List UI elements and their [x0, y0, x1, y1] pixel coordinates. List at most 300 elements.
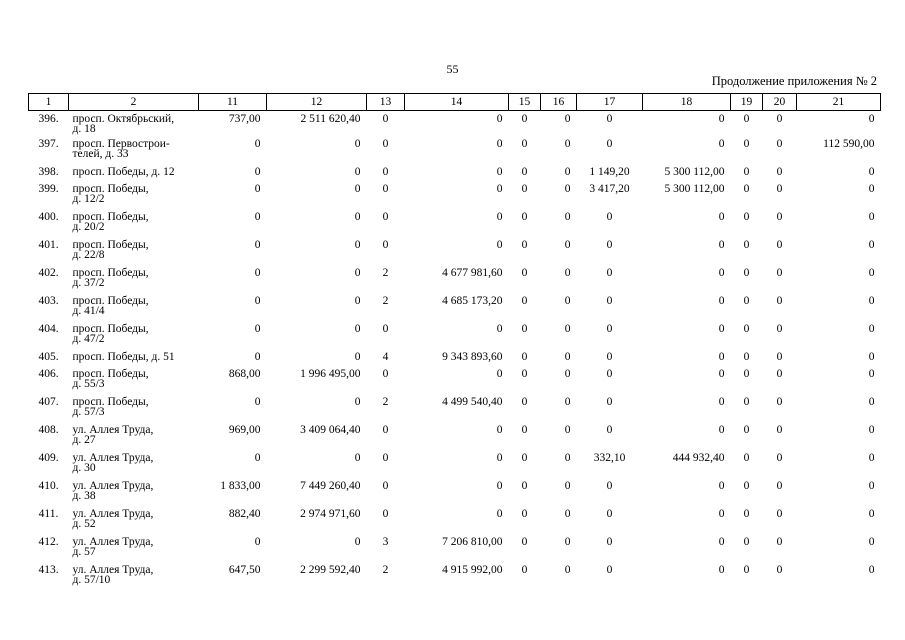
- value-cell: 0: [564, 322, 571, 335]
- row-number: 406.: [38, 367, 59, 380]
- address-cell: [69, 296, 199, 324]
- address-cell: [69, 565, 199, 593]
- value-cell: 0: [718, 395, 725, 408]
- table-row: [29, 111, 881, 139]
- value-cell: 0: [743, 395, 750, 408]
- value-cell: 0: [776, 182, 783, 195]
- value-cell: 0: [254, 322, 261, 335]
- value-cell: 0: [718, 507, 725, 520]
- value-cell: 0: [382, 182, 389, 195]
- address-line: д. 57/3: [72, 405, 105, 418]
- address-line: д. 41/4: [72, 304, 105, 317]
- value-cell: 0: [743, 165, 750, 178]
- value-cell: 0: [718, 294, 725, 307]
- value-cell: 0: [743, 350, 750, 363]
- row-number: 397.: [38, 137, 59, 150]
- value-cell: 0: [776, 165, 783, 178]
- value-cell: 0: [776, 350, 783, 363]
- table-row: [29, 268, 881, 296]
- value-cell: 0: [868, 535, 875, 548]
- value-cell: 0: [776, 294, 783, 307]
- address-cell: [69, 111, 199, 139]
- value-cell: 0: [743, 182, 750, 195]
- value-cell: 0: [718, 535, 725, 548]
- value-cell: 0: [254, 294, 261, 307]
- value-cell: 0: [496, 137, 503, 150]
- value-cell: 0: [354, 137, 361, 150]
- table-row: [29, 212, 881, 240]
- value-cell: 0: [743, 210, 750, 223]
- value-cell: 0: [254, 350, 261, 363]
- row-number: 408.: [38, 423, 59, 436]
- value-cell: 0: [606, 507, 613, 520]
- value-cell: 0: [776, 367, 783, 380]
- appendix-caption: Продолжение приложения № 2: [711, 74, 877, 88]
- value-cell: 0: [564, 182, 571, 195]
- address-line: просп. Победы,: [72, 182, 149, 195]
- address-line: д. 27: [72, 433, 96, 446]
- row-number: 403.: [38, 294, 59, 307]
- value-cell: 0: [606, 294, 613, 307]
- value-cell: 0: [382, 238, 389, 251]
- col-header: 18: [643, 94, 731, 111]
- value-cell: 2 974 971,60: [300, 507, 361, 520]
- value-cell: 0: [776, 423, 783, 436]
- value-cell: 0: [354, 451, 361, 464]
- value-cell: 4 499 540,40: [442, 395, 503, 408]
- value-cell: 0: [496, 165, 503, 178]
- value-cell: 0: [354, 182, 361, 195]
- table-row: [29, 296, 881, 324]
- value-cell: 0: [382, 367, 389, 380]
- value-cell: 0: [868, 451, 875, 464]
- value-cell: 0: [718, 322, 725, 335]
- value-cell: 0: [564, 266, 571, 279]
- value-cell: 5 300 112,00: [664, 165, 725, 178]
- value-cell: 0: [521, 535, 528, 548]
- value-cell: 0: [868, 165, 875, 178]
- value-cell: 0: [868, 238, 875, 251]
- value-cell: 0: [254, 137, 261, 150]
- value-cell: 0: [743, 423, 750, 436]
- value-cell: 0: [868, 563, 875, 576]
- address-line: д. 55/3: [72, 377, 105, 390]
- row-number: 396.: [38, 113, 59, 125]
- value-cell: 0: [354, 210, 361, 223]
- value-cell: 0: [868, 113, 875, 125]
- value-cell: 0: [354, 535, 361, 548]
- value-cell: 0: [354, 395, 361, 408]
- address-line: ул. Аллея Труда,: [72, 423, 154, 436]
- value-cell: 0: [521, 423, 528, 436]
- value-cell: 0: [382, 165, 389, 178]
- value-cell: 0: [868, 350, 875, 363]
- value-cell: 2: [382, 563, 389, 576]
- value-cell: 0: [521, 238, 528, 251]
- value-cell: 882,40: [228, 507, 261, 520]
- address-cell: [69, 352, 199, 369]
- value-cell: 0: [521, 165, 528, 178]
- value-cell: 0: [496, 322, 503, 335]
- col-header: 19: [731, 94, 763, 111]
- value-cell: 0: [868, 395, 875, 408]
- value-cell: 0: [496, 451, 503, 464]
- address-line: телей, д. 33: [72, 147, 129, 160]
- col-header: 21: [797, 94, 881, 111]
- value-cell: 0: [606, 210, 613, 223]
- value-cell: 0: [718, 266, 725, 279]
- value-cell: 0: [564, 165, 571, 178]
- row-number: 410.: [38, 479, 59, 492]
- row-number: 401.: [38, 238, 59, 251]
- row-number: 413.: [38, 563, 59, 576]
- address-line: д. 22/8: [72, 248, 105, 261]
- row-number: 405.: [38, 350, 59, 363]
- address-cell: [69, 184, 199, 212]
- value-cell: 0: [496, 507, 503, 520]
- address-line: просп. Победы,: [72, 266, 149, 279]
- address-line: ул. Аллея Труда,: [72, 479, 154, 492]
- value-cell: 0: [521, 294, 528, 307]
- value-cell: 0: [606, 367, 613, 380]
- address-cell: [69, 537, 199, 565]
- value-cell: 0: [254, 182, 261, 195]
- value-cell: 0: [606, 423, 613, 436]
- value-cell: 7 449 260,40: [300, 479, 361, 492]
- row-number: 402.: [38, 266, 59, 279]
- address-line: просп. Победы,: [72, 238, 149, 251]
- value-cell: 0: [496, 238, 503, 251]
- value-cell: 0: [868, 182, 875, 195]
- value-cell: 0: [718, 423, 725, 436]
- value-cell: 7 206 810,00: [442, 535, 503, 548]
- value-cell: 9 343 893,60: [442, 350, 503, 363]
- col-header: 1: [29, 94, 69, 111]
- value-cell: 0: [776, 210, 783, 223]
- table-row: [29, 369, 881, 397]
- value-cell: 0: [606, 563, 613, 576]
- value-cell: 0: [776, 563, 783, 576]
- value-cell: 0: [606, 535, 613, 548]
- address-line: просп. Победы,: [72, 395, 149, 408]
- value-cell: 3 409 064,40: [300, 423, 361, 436]
- value-cell: 0: [743, 238, 750, 251]
- value-cell: 0: [564, 535, 571, 548]
- value-cell: 0: [354, 350, 361, 363]
- address-line: д. 37/2: [72, 276, 105, 289]
- value-cell: 0: [564, 563, 571, 576]
- value-cell: 0: [606, 395, 613, 408]
- address-cell: [69, 167, 199, 184]
- row-number: 407.: [38, 395, 59, 408]
- value-cell: 0: [254, 266, 261, 279]
- value-cell: 0: [496, 479, 503, 492]
- value-cell: 0: [382, 113, 389, 125]
- table-row: [29, 240, 881, 268]
- value-cell: 0: [606, 113, 613, 125]
- address-line: просп. Победы,: [72, 367, 149, 380]
- address-line: д. 12/2: [72, 192, 105, 205]
- value-cell: 0: [254, 535, 261, 548]
- value-cell: 0: [868, 266, 875, 279]
- value-cell: 0: [521, 350, 528, 363]
- value-cell: 0: [868, 322, 875, 335]
- value-cell: 0: [354, 238, 361, 251]
- table-row: [29, 184, 881, 212]
- value-cell: 0: [718, 210, 725, 223]
- value-cell: 0: [743, 451, 750, 464]
- value-cell: 0: [776, 137, 783, 150]
- value-cell: 0: [564, 137, 571, 150]
- value-cell: 0: [382, 210, 389, 223]
- value-cell: 0: [606, 322, 613, 335]
- page-number: 55: [446, 62, 459, 76]
- address-line: д. 18: [72, 123, 96, 135]
- value-cell: 0: [382, 507, 389, 520]
- address-cell: [69, 481, 199, 509]
- value-cell: 0: [743, 507, 750, 520]
- value-cell: 0: [564, 294, 571, 307]
- value-cell: 0: [868, 479, 875, 492]
- header-row: [29, 94, 881, 111]
- col-header: 12: [267, 94, 367, 111]
- value-cell: 0: [606, 238, 613, 251]
- value-cell: 0: [743, 137, 750, 150]
- col-header: 20: [763, 94, 797, 111]
- value-cell: 0: [254, 238, 261, 251]
- table-row: [29, 481, 881, 509]
- value-cell: 0: [718, 113, 725, 125]
- address-cell: [69, 453, 199, 481]
- table-row: [29, 565, 881, 593]
- value-cell: 0: [718, 479, 725, 492]
- value-cell: 0: [496, 210, 503, 223]
- value-cell: 0: [521, 210, 528, 223]
- value-cell: 0: [354, 266, 361, 279]
- value-cell: 3: [382, 535, 389, 548]
- value-cell: 0: [743, 479, 750, 492]
- value-cell: 0: [521, 395, 528, 408]
- row-number: 411.: [38, 507, 59, 520]
- value-cell: 0: [564, 507, 571, 520]
- table-row: [29, 352, 881, 369]
- address-line: ул. Аллея Труда,: [72, 507, 154, 520]
- value-cell: 2 299 592,40: [300, 563, 361, 576]
- address-line: просп. Победы, д. 12: [72, 165, 175, 178]
- value-cell: 0: [868, 210, 875, 223]
- value-cell: 1 833,00: [220, 479, 261, 492]
- value-cell: 0: [521, 451, 528, 464]
- value-cell: 112 590,00: [823, 137, 875, 150]
- value-cell: 0: [606, 350, 613, 363]
- address-line: просп. Октябрьский,: [72, 113, 175, 125]
- value-cell: 5 300 112,00: [664, 182, 725, 195]
- table-row: [29, 509, 881, 537]
- table-row: [29, 425, 881, 453]
- address-cell: [69, 369, 199, 397]
- value-cell: 0: [382, 322, 389, 335]
- row-number: 398.: [38, 165, 59, 178]
- table-row: [29, 139, 881, 167]
- value-cell: 0: [564, 350, 571, 363]
- address-cell: [69, 212, 199, 240]
- value-cell: 0: [718, 350, 725, 363]
- col-header: 13: [367, 94, 405, 111]
- value-cell: 0: [521, 507, 528, 520]
- value-cell: 0: [868, 367, 875, 380]
- value-cell: 332,10: [593, 451, 626, 464]
- row-number: 409.: [38, 451, 59, 464]
- value-cell: 0: [521, 182, 528, 195]
- value-cell: 1 996 495,00: [300, 367, 361, 380]
- value-cell: 0: [564, 395, 571, 408]
- value-cell: 0: [354, 294, 361, 307]
- value-cell: 0: [718, 137, 725, 150]
- value-cell: 3 417,20: [589, 182, 630, 195]
- value-cell: 4 915 992,00: [442, 563, 503, 576]
- value-cell: 0: [564, 451, 571, 464]
- value-cell: 0: [776, 113, 783, 125]
- data-table: [28, 93, 881, 593]
- value-cell: 0: [868, 294, 875, 307]
- value-cell: 4 677 981,60: [442, 266, 503, 279]
- value-cell: 0: [521, 367, 528, 380]
- value-cell: 0: [743, 322, 750, 335]
- table-row: [29, 453, 881, 481]
- value-cell: 0: [521, 113, 528, 125]
- value-cell: 647,50: [228, 563, 261, 576]
- row-number: 400.: [38, 210, 59, 223]
- col-header: 14: [405, 94, 509, 111]
- value-cell: 0: [521, 137, 528, 150]
- address-cell: [69, 139, 199, 167]
- address-cell: [69, 324, 199, 352]
- value-cell: 0: [776, 322, 783, 335]
- col-header: 11: [199, 94, 267, 111]
- address-line: просп. Победы,: [72, 322, 149, 335]
- table-row: [29, 167, 881, 184]
- table-body: [29, 111, 881, 593]
- value-cell: 0: [718, 563, 725, 576]
- address-line: д. 52: [72, 517, 96, 530]
- value-cell: 4: [382, 350, 389, 363]
- value-cell: 0: [776, 238, 783, 251]
- address-line: просп. Победы, д. 51: [72, 350, 175, 363]
- value-cell: 0: [776, 451, 783, 464]
- table-row: [29, 537, 881, 565]
- address-line: ул. Аллея Труда,: [72, 563, 154, 576]
- address-cell: [69, 268, 199, 296]
- col-header: 2: [69, 94, 199, 111]
- address-line: просп. Первострои-: [72, 137, 170, 150]
- address-line: ул. Аллея Труда,: [72, 451, 154, 464]
- address-cell: [69, 240, 199, 268]
- row-number: 412.: [38, 535, 59, 548]
- value-cell: 868,00: [228, 367, 261, 380]
- value-cell: 0: [254, 451, 261, 464]
- value-cell: 0: [743, 563, 750, 576]
- value-cell: 0: [254, 165, 261, 178]
- address-line: просп. Победы,: [72, 210, 149, 223]
- address-line: просп. Победы,: [72, 294, 149, 307]
- col-header: 15: [509, 94, 541, 111]
- value-cell: 0: [496, 182, 503, 195]
- value-cell: 0: [354, 322, 361, 335]
- value-cell: 0: [254, 395, 261, 408]
- value-cell: 1 149,20: [589, 165, 630, 178]
- value-cell: 0: [496, 367, 503, 380]
- value-cell: 0: [606, 479, 613, 492]
- col-header: 17: [577, 94, 643, 111]
- value-cell: 0: [718, 367, 725, 380]
- value-cell: 0: [564, 210, 571, 223]
- address-line: ул. Аллея Труда,: [72, 535, 154, 548]
- value-cell: 0: [743, 535, 750, 548]
- address-line: д. 47/2: [72, 332, 105, 345]
- value-cell: 0: [776, 479, 783, 492]
- value-cell: 0: [521, 322, 528, 335]
- address-line: д. 57/10: [72, 573, 111, 586]
- value-cell: 0: [254, 210, 261, 223]
- address-line: д. 57: [72, 545, 96, 558]
- value-cell: 0: [606, 137, 613, 150]
- col-header: 16: [541, 94, 577, 111]
- row-number: 404.: [38, 322, 59, 335]
- address-cell: [69, 509, 199, 537]
- row-number: 399.: [38, 182, 59, 195]
- value-cell: 0: [496, 113, 503, 125]
- value-cell: 0: [382, 479, 389, 492]
- value-cell: 969,00: [228, 423, 261, 436]
- value-cell: 0: [776, 395, 783, 408]
- value-cell: 0: [354, 165, 361, 178]
- value-cell: 0: [382, 423, 389, 436]
- value-cell: 0: [521, 266, 528, 279]
- value-cell: 0: [743, 367, 750, 380]
- table-row: [29, 397, 881, 425]
- address-cell: [69, 397, 199, 425]
- value-cell: 0: [564, 367, 571, 380]
- value-cell: 0: [564, 113, 571, 125]
- value-cell: 0: [743, 294, 750, 307]
- value-cell: 0: [382, 137, 389, 150]
- value-cell: 737,00: [228, 113, 261, 125]
- address-cell: [69, 425, 199, 453]
- value-cell: 0: [564, 479, 571, 492]
- value-cell: 0: [521, 563, 528, 576]
- value-cell: 0: [382, 451, 389, 464]
- value-cell: 0: [776, 535, 783, 548]
- value-cell: 4 685 173,20: [442, 294, 503, 307]
- value-cell: 0: [564, 423, 571, 436]
- value-cell: 0: [868, 507, 875, 520]
- value-cell: 0: [606, 266, 613, 279]
- address-line: д. 30: [72, 461, 96, 474]
- value-cell: 2: [382, 294, 389, 307]
- value-cell: 0: [718, 238, 725, 251]
- value-cell: 0: [564, 238, 571, 251]
- value-cell: 2: [382, 266, 389, 279]
- value-cell: 0: [521, 479, 528, 492]
- value-cell: 0: [496, 423, 503, 436]
- value-cell: 0: [868, 423, 875, 436]
- address-line: д. 38: [72, 489, 96, 502]
- value-cell: 444 932,40: [672, 451, 725, 464]
- value-cell: 2 511 620,40: [300, 113, 361, 125]
- value-cell: 0: [743, 113, 750, 125]
- value-cell: 0: [776, 507, 783, 520]
- value-cell: 2: [382, 395, 389, 408]
